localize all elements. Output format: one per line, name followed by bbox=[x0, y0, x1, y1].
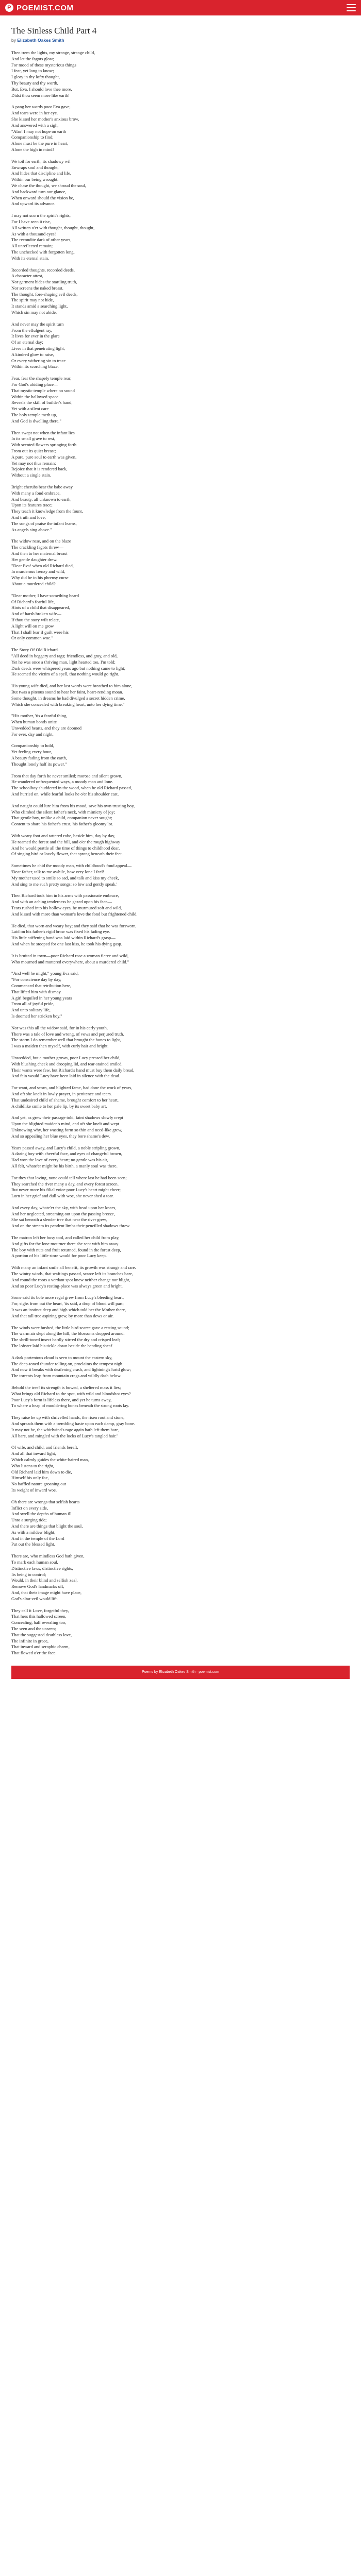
poem-line: And swell the depths of human ill bbox=[11, 1511, 72, 1517]
poem-line: Reveals the skill of builder's hand; bbox=[11, 400, 73, 405]
hamburger-menu-icon[interactable] bbox=[347, 4, 356, 11]
poem-line: Of an eternal day; bbox=[11, 340, 43, 345]
stanza bbox=[11, 773, 350, 798]
poem-line: "Dear mother, I have something heard bbox=[11, 592, 79, 598]
poem-line: And naught could lure him from his mood, save his own trusting boy, bbox=[11, 803, 135, 808]
poem-line: Its being to control; bbox=[11, 1571, 46, 1577]
poem-line: They call it Love, forgetful they, bbox=[11, 1607, 69, 1613]
poem-line: And truth and love; bbox=[11, 514, 46, 520]
poem-line: And there are things that blight the soul, bbox=[11, 1523, 83, 1529]
poem-line: Sometimes he chid the moody man, with childhood's fond appeal— bbox=[11, 863, 132, 869]
stanza bbox=[11, 971, 350, 1019]
poem-line: The recondite dark of other years, bbox=[11, 237, 72, 243]
poem-line: And her neglected, streaming out upon the passing breeze, bbox=[11, 1211, 115, 1216]
poem-line: And tears were in her eye. bbox=[11, 110, 58, 116]
poem-line: And, that their image might have place, bbox=[11, 1589, 82, 1595]
poem-line: From the effulgent ray, bbox=[11, 327, 52, 333]
poem-line: Behold the tree! its strength is bowed, a sheltered mass it lies; bbox=[11, 1385, 121, 1391]
poem-line: Which calmly guides the white-haired man, bbox=[11, 1456, 89, 1462]
stanza bbox=[11, 1175, 350, 1199]
poem-line: Nor was this all the widow said, for in his early youth, bbox=[11, 1025, 108, 1030]
poem-line: He died, that worn and weary boy; and they said that he was forsworn, bbox=[11, 923, 137, 928]
poem-line: Without a single stain. bbox=[11, 472, 51, 478]
poem-line: Poor Lucy's form is lifeless there, and yet he turns away, bbox=[11, 1397, 112, 1402]
poem-line: A beauty fading from the earth, bbox=[11, 755, 67, 761]
poem-line: Of wife, and child, and friends bereft, bbox=[11, 1445, 78, 1450]
stanza bbox=[11, 1499, 350, 1548]
poem-line: Would, in their blind and selfish zeal, bbox=[11, 1578, 78, 1583]
poem-line: And never may the spirit turn bbox=[11, 321, 64, 327]
poem-content bbox=[0, 15, 361, 1689]
stanza bbox=[11, 683, 350, 707]
poem-line: Nor screens the naked breast. bbox=[11, 285, 63, 291]
poem-line: They raise he up with shrivelled hands, the risen root and stone, bbox=[11, 1415, 125, 1420]
poem-line: That flowed o'er the face. bbox=[11, 1650, 57, 1656]
poem-line: And yet, as grew their passage told, faint shadows slowly crept bbox=[11, 1115, 123, 1121]
stanza bbox=[11, 953, 350, 965]
stanza bbox=[11, 1553, 350, 1602]
poem-line: And with an aching tenderness he gazed upon his face— bbox=[11, 899, 112, 905]
stanza bbox=[11, 863, 350, 887]
poem-line: Alone the high in mind! bbox=[11, 146, 54, 152]
poem-line: And every day, whate'er the sky, with head upon her knees, bbox=[11, 1205, 117, 1210]
poem-line: Yet feeling every hour, bbox=[11, 749, 52, 755]
stanza bbox=[11, 430, 350, 479]
poem-line: For I have seen it rise, bbox=[11, 218, 51, 224]
stanza bbox=[11, 321, 350, 370]
poem-line: "Dear Eva! when old Richard died, bbox=[11, 563, 74, 568]
poem-line: From all of joyful pride, bbox=[11, 1001, 55, 1007]
poem-line: That inward and seraphic charm, bbox=[11, 1644, 70, 1650]
poem-line: And beauty, all unknown to earth, bbox=[11, 496, 72, 502]
stanza bbox=[11, 50, 350, 98]
poem-line: And when he stooped for one last kiss, he took his dying gasp. bbox=[11, 941, 122, 946]
poem-line: The deep-toned thunder rolling on, proclaims the tempest nigh! bbox=[11, 1361, 124, 1366]
poem-line: When onward should the vision be, bbox=[11, 195, 74, 200]
poem-line: Who climbed the silent father's neck, with mimicry of joy; bbox=[11, 809, 116, 815]
poem-line: With scented flowers springing forth bbox=[11, 442, 77, 448]
stanza bbox=[11, 159, 350, 207]
poem-line: And hurried on, while fearful looks he o'er his shoulder cast. bbox=[11, 791, 119, 797]
poem-line: "His mother, 'tis a fearful thing, bbox=[11, 713, 68, 719]
stanza bbox=[11, 538, 350, 587]
poem-line: For God's abiding place— bbox=[11, 382, 58, 387]
poem-line: And he would prattle all the time of things to childhood dear, bbox=[11, 845, 120, 851]
poem-line: It lives for ever in the glare bbox=[11, 333, 60, 339]
poem-line: For mood of these mysterious things bbox=[11, 62, 76, 67]
stanza bbox=[11, 1235, 350, 1259]
poem-line: The winds were hushed, the little bird scarce gave a resting sound; bbox=[11, 1325, 129, 1330]
stanza bbox=[11, 1608, 350, 1656]
poem-line: His little stiffening hand was laid within Richard's grasp— bbox=[11, 935, 116, 941]
poem-line: The wintry winds, that waftings passed, scarce left its branches bare, bbox=[11, 1271, 134, 1277]
stanza bbox=[11, 1445, 350, 1493]
poem-line: A daring boy with cheerful face, and eyes of changeful brown, bbox=[11, 1151, 122, 1157]
poem-line: It is bruited in town—poor Richard rose a woman fierce and wild, bbox=[11, 953, 129, 958]
poem-line: Alone must be the pure in heart, bbox=[11, 141, 69, 146]
poem-line: That gentle boy, unlike a child, companion never sought; bbox=[11, 815, 112, 821]
poem-line: Enwraps soul and thought, bbox=[11, 164, 59, 170]
poem-line: Of Richard's fearful life, bbox=[11, 599, 55, 604]
poem-line: The holy temple meth up, bbox=[11, 412, 57, 418]
poem-line: Their wants were few, but Richard's hand must buy them daily bread, bbox=[11, 1067, 135, 1073]
poem-line: The boy with nuts and fruit returned, found in the forest deep, bbox=[11, 1247, 121, 1252]
poem-line: I glory in thy lofty thought, bbox=[11, 74, 60, 80]
poem-line: For, sighs from out the heart, 'tis said, a drop of blood will part; bbox=[11, 1301, 124, 1307]
poem-line: And all that inward light, bbox=[11, 1451, 56, 1456]
poem-line: She sat beneath a slender tree that near the river grew, bbox=[11, 1217, 107, 1223]
poem-line: About a murdered child? bbox=[11, 581, 56, 586]
poem-line: And of harsh broken wife— bbox=[11, 611, 61, 617]
poem-line: Why did he in his phrensy curse bbox=[11, 575, 69, 581]
poem-line: All felt, whate'er might be his birth, a manly soul was there. bbox=[11, 1163, 118, 1168]
stanza bbox=[11, 1085, 350, 1109]
poem-line: All unreflected remain; bbox=[11, 243, 53, 249]
poem-line: Didst thou seem more like earth! bbox=[11, 92, 70, 98]
stanza bbox=[11, 1415, 350, 1439]
poem-line: Which she concealed with breaking heart, unto her dying time." bbox=[11, 701, 125, 707]
poem-line: We toil for earth, its shadowy wil bbox=[11, 158, 71, 164]
by-prefix: by bbox=[11, 38, 16, 43]
poem-line: That I shall fear if guilt were his bbox=[11, 629, 69, 635]
poem-line: The lobster laid his tickle down beside the bending sheaf. bbox=[11, 1343, 113, 1349]
poem-line: Hints of a child that disappeared, bbox=[11, 605, 70, 611]
poem-line: But never more his filial voice poor Lucy's heart might cheer; bbox=[11, 1187, 121, 1193]
poem-line: He seemed the victim of a spell, that nothing would go right. bbox=[11, 671, 119, 677]
poem-line: From that day forth he never smiled; morose and silent grown, bbox=[11, 773, 123, 778]
stanza bbox=[11, 1205, 350, 1229]
poem-line: Unwedded hearts, and they are doomed bbox=[11, 725, 82, 731]
poem-line: The crackling fagots threw— bbox=[11, 545, 63, 550]
poem-line: And so poor Lucy's resting-place was always green and bright. bbox=[11, 1283, 123, 1289]
poem-line: And God is dwelling there." bbox=[11, 418, 61, 423]
poem-line: It was an instinct deep and high which told her the Mother there, bbox=[11, 1307, 126, 1313]
poem-line: Recorded thoughts, recorded deeds, bbox=[11, 267, 75, 273]
poem-line: All written o'er with thought, thought, thought, bbox=[11, 225, 95, 230]
stanza bbox=[11, 923, 350, 947]
poem-line: Had won the love of every heart; no gentle was his air, bbox=[11, 1157, 108, 1163]
poem-line: But twas a piteous sound to hear her faint, heart-rending moan. bbox=[11, 689, 123, 694]
poem-line: Within our being wrought. bbox=[11, 177, 59, 182]
poem-line: A dark portentous cloud is seen to mount the eastern sky, bbox=[11, 1354, 112, 1360]
byline bbox=[11, 38, 350, 43]
poem-line: And gifts for the lone mourner there she sent with him away. bbox=[11, 1241, 119, 1246]
poem-line: And hides that discipline and life, bbox=[11, 171, 71, 176]
poem-line: Put out the blessed light. bbox=[11, 1541, 55, 1547]
poem-line: My mother used to smile so sad, and talk and kiss my cheek, bbox=[11, 875, 119, 880]
poem-line: Or only common woe." bbox=[11, 635, 53, 641]
poem-line: It stands amid a searching light, bbox=[11, 303, 68, 309]
stanza bbox=[11, 267, 350, 316]
poem-line: Thy beauty and thy worth, bbox=[11, 80, 58, 86]
stanza bbox=[11, 1265, 350, 1289]
poem-line: And let the fagots glow; bbox=[11, 56, 55, 61]
poem-line: With many an infant smile all benefit, its growth was strange and rare. bbox=[11, 1265, 136, 1270]
poem-line: Then trem the lights, my strange, strange child, bbox=[11, 50, 95, 55]
poem-line: For they that loving, none could tell where last he had been seen; bbox=[11, 1175, 127, 1180]
poem-line: The storm I do remember well that brought the bones to light, bbox=[11, 1037, 121, 1043]
poem-line: I fear, yet long to know; bbox=[11, 68, 54, 74]
poem-line: The infinite in grace, bbox=[11, 1638, 49, 1643]
poem-line: The seen and the unseen; bbox=[11, 1625, 56, 1631]
poem-line: Her gentle daughter drew. bbox=[11, 556, 58, 562]
poem-line: Is doomed her stricken boy." bbox=[11, 1013, 62, 1019]
poem-line: A pure, pure soul to earth was given, bbox=[11, 454, 77, 460]
poem-line: And sing to me such pretty songs; so low and gently speak.' bbox=[11, 881, 118, 887]
poem-line: Yet he was once a thriving man, light hearted too, I'm told; bbox=[11, 659, 116, 665]
poem-line: Bright cherubs bear the babe away bbox=[11, 484, 73, 489]
poem-line: I was a maiden then myself, with curly hair and bright. bbox=[11, 1043, 109, 1049]
poem-line: What brings old Richard to the spot, with wild and bloodshot eyes? bbox=[11, 1391, 131, 1396]
poem-line: The schoolboy shuddered in the wood, when he old Richard passed, bbox=[11, 785, 132, 791]
poem-line: That mystic temple where no sound bbox=[11, 387, 75, 393]
poem-line: Inflict on every side, bbox=[11, 1505, 48, 1511]
logo-icon: P bbox=[5, 4, 13, 12]
poem-line: And upward its advance. bbox=[11, 201, 56, 207]
poem-line: Of singing bird or lovely flower, that sprang beneath their feet. bbox=[11, 851, 123, 857]
poem-line: And answered with a sigh, bbox=[11, 122, 59, 128]
poem-line: Unto a surging tide; bbox=[11, 1517, 47, 1523]
poem-line: Lives in that penetrating light, bbox=[11, 346, 65, 351]
poem-line: And kissed with more than woman's love the fond but frightened child. bbox=[11, 911, 138, 917]
poem-line: That the suggested deathless love, bbox=[11, 1632, 72, 1637]
poem-line: A character attest, bbox=[11, 273, 43, 279]
poem-line: Fear, fear the shapely temple rear, bbox=[11, 376, 72, 381]
poem-line: And oft she knelt in lowly prayer, in penitence and tears. bbox=[11, 1091, 112, 1096]
poem-line: A childlike smile to her pale lip, by its sweet baby art. bbox=[11, 1103, 107, 1109]
poem-line: As with a thousand eyes! bbox=[11, 231, 56, 236]
poem-line: He roamed the forest and the hill, and o'er the rough highway bbox=[11, 839, 121, 844]
poem-line: Which sin may not abide. bbox=[11, 310, 57, 315]
poem-line: As with a mildew blight, bbox=[11, 1529, 56, 1535]
poem-line: Oh there are wrongs that selfish hearts bbox=[11, 1499, 80, 1504]
stanza bbox=[11, 647, 350, 677]
poem-line: And backward turn our glance, bbox=[11, 189, 67, 194]
poem-line: Dark deeds were whispered years ago but nothing came to light; bbox=[11, 665, 125, 671]
poem-line: That undesired child of shame, brought comfort to her heart, bbox=[11, 1097, 119, 1103]
poem-line: And spreads them with a trembling haste upon each damp, gray bone. bbox=[11, 1421, 135, 1426]
poem-line: A light will on me grow bbox=[11, 623, 54, 629]
poem-line: The torrents leap from mountain crags and wildly dash below. bbox=[11, 1373, 122, 1379]
poem-line: Within the hallowed space bbox=[11, 394, 59, 399]
poem-title: The Sinless Child Part 4 bbox=[11, 26, 97, 36]
poem-line: When human bonds unite bbox=[11, 719, 57, 725]
poem-line: Rejoice that it is rendered back, bbox=[11, 466, 68, 472]
poem-line: From out its quiet breast; bbox=[11, 448, 56, 454]
poem-line: Old Richard laid him down to die, bbox=[11, 1469, 72, 1475]
poem-line: The warm air slept along the hill, the blossoms dropped around. bbox=[11, 1331, 125, 1336]
poem-line: His young wife died, and her last words were breathed to him alone, bbox=[11, 683, 133, 689]
poem-line: God's altar veil would lift. bbox=[11, 1596, 58, 1601]
site-logo[interactable] bbox=[5, 4, 74, 12]
poem-line: For want, and scorn, and blighted fame, had done the work of years, bbox=[11, 1085, 133, 1091]
poem-line: Unwedded, but a mother grown, poor Lucy pressed her child, bbox=[11, 1055, 121, 1060]
poem-line: They teach it knowledge from the fount, bbox=[11, 509, 83, 514]
stanza bbox=[11, 893, 350, 917]
poem-line: And unto solitary life, bbox=[11, 1007, 51, 1013]
poem-line: In murderous frenzy and wild, bbox=[11, 569, 65, 574]
poem-line: The unchecked with forgotten long, bbox=[11, 249, 75, 255]
stanza bbox=[11, 213, 350, 261]
poem-line: The songs of praise the infant learns, bbox=[11, 520, 77, 526]
poem-line: All bare, and mingled with the locks of Lucy's tangled hair." bbox=[11, 1433, 119, 1438]
poem-line: Unknowing why, her wasting form so thin and need-like grew, bbox=[11, 1127, 122, 1132]
poem-line: And fain would Lucy have been laid in silence with the dead. bbox=[11, 1073, 120, 1079]
poem-line: Some thought, in dreams he had divulged a secret hidden crime, bbox=[11, 695, 125, 701]
poem-line: There was a tale of love and wrong, of vows and perjured truth. bbox=[11, 1031, 124, 1037]
poem-line: Yet may not thus remain: bbox=[11, 460, 56, 466]
poem-line: Concealing, half revealing too, bbox=[11, 1620, 67, 1625]
poem-line: Lorn in her grief and dull with woe, she never shed a tear. bbox=[11, 1193, 114, 1199]
stanza bbox=[11, 1295, 350, 1319]
poem-line: And in the temple of the Lord bbox=[11, 1535, 64, 1541]
poem-line: For ever, day and night, bbox=[11, 731, 54, 737]
poem-line: Upon its features trace; bbox=[11, 502, 53, 508]
poem-line: A portion of his little store would for poor Lucy keep. bbox=[11, 1253, 107, 1259]
footer-text: Poems by Elizabeth Oakes Smith · poemist.com bbox=[142, 1670, 219, 1674]
poem-line: With blushing cheek and drooping lid, and tear-stained smiled. bbox=[11, 1061, 123, 1066]
poem-line: He wandered unfrequented ways, a moody man and lone. bbox=[11, 779, 113, 785]
poem-line: The thought, fore-shaping evil deeds, bbox=[11, 291, 78, 297]
poem-line: Companionship to find; bbox=[11, 134, 54, 140]
poem-line: A girl beguiled in her young years bbox=[11, 995, 72, 1001]
poem-line: Commenced that retribution here, bbox=[11, 982, 71, 988]
stanza bbox=[11, 713, 350, 737]
stanza bbox=[11, 1115, 350, 1139]
poem-line: Its weight of inward woe. bbox=[11, 1487, 57, 1493]
stanza bbox=[11, 1385, 350, 1409]
poem-line: Then Richard took him in his arms with passionate embrace, bbox=[11, 893, 119, 899]
poem-line: If thou the story wilt relate, bbox=[11, 617, 60, 622]
poem-line: And so appealing her blue eyes, they bore shame's dew. bbox=[11, 1133, 110, 1139]
poem-line: And round the roots a verdant spot knew neither change nor blight, bbox=[11, 1277, 130, 1282]
poem-line: Remove God's landmarks off, bbox=[11, 1584, 64, 1589]
poem-line: But, Eva, I should love thee more, bbox=[11, 86, 72, 92]
top-bar bbox=[0, 0, 361, 15]
poem-line: Within its scorching blaze. bbox=[11, 364, 59, 369]
poem-line: A pang her words poor Eva gave, bbox=[11, 104, 71, 110]
poem-line: Tears rushed into his hollow eyes, he murmured soft and wild, bbox=[11, 905, 122, 911]
poem-line: With many a fond embrace, bbox=[11, 490, 61, 496]
poem-line: They searched the river many a day, and every forest screen. bbox=[11, 1181, 119, 1187]
poem-line: Thought lonely half its power." bbox=[11, 761, 67, 767]
poem-line: 'Dear father, talk to me awhile, how very lone I feel! bbox=[11, 869, 105, 875]
poem-line: "For conscience day by day, bbox=[11, 977, 61, 982]
poem-line: Some said its bole more regal grew from Lucy's bleeding heart, bbox=[11, 1295, 124, 1300]
poem-line: Upon the blighted maiden's mind, and oft she knelt and wept bbox=[11, 1121, 119, 1127]
poem-line: That hers this hallowed screen, bbox=[11, 1614, 67, 1619]
poem-line: Who mourned and muttered everywhere, about a murdered child." bbox=[11, 959, 129, 964]
poem-line: In its small grave to rest, bbox=[11, 436, 55, 442]
poem-line: Years passed away, and Lucy's child, a noble stripling grown, bbox=[11, 1145, 121, 1150]
poem-line: With its eternal stain. bbox=[11, 255, 50, 261]
poem-line: Yet with a silent care bbox=[11, 406, 49, 412]
stanza bbox=[11, 593, 350, 641]
author-link[interactable]: Elizabeth Oakes Smith bbox=[17, 38, 64, 43]
stanza bbox=[11, 1325, 350, 1349]
poem-line: No baffled nature groaning out bbox=[11, 1481, 67, 1487]
poem-line: "Alas! I may not hope on earth bbox=[11, 128, 67, 134]
stanza bbox=[11, 484, 350, 533]
stanza bbox=[11, 376, 350, 424]
stanza bbox=[11, 1355, 350, 1379]
poem-line: The Story Of Old Richard. bbox=[11, 647, 59, 653]
poem-line: Nor garment hides the startling truth, bbox=[11, 279, 77, 285]
poem-line: It may not be, the whirlwind's rage again hath left them bare, bbox=[11, 1427, 120, 1432]
stanza bbox=[11, 743, 350, 767]
stanza bbox=[11, 833, 350, 857]
poem-line: Laid on his father's rigid brow was fixed his fading eye. bbox=[11, 929, 110, 935]
poem-line: The matron left her busy tool, and called her child from play, bbox=[11, 1235, 120, 1241]
stanza bbox=[11, 104, 350, 152]
poem-line: And then to her maternal breast bbox=[11, 550, 68, 556]
poem-line: Content to share his father's crust, his father's gloomy lot. bbox=[11, 821, 113, 827]
poem-body bbox=[11, 50, 350, 1656]
stanza bbox=[11, 1055, 350, 1079]
site-name: POEMIST.COM bbox=[17, 3, 74, 12]
poem-line: "And well he might," young Eva said, bbox=[11, 971, 79, 976]
poem-line: Then swept not when the infant lies bbox=[11, 430, 75, 435]
poem-line: As angels sing above." bbox=[11, 527, 52, 532]
stanza bbox=[11, 1025, 350, 1049]
poem-line: The spirit may not hide, bbox=[11, 297, 54, 303]
poem-line: The shrill-toned insect hardly stirred the dry and crisped leaf; bbox=[11, 1337, 120, 1343]
poem-line: Who listens to the right, bbox=[11, 1463, 54, 1468]
poem-line: She kissed her mother's anxious brow, bbox=[11, 116, 79, 122]
poem-line: There are, who mindless God hath given, bbox=[11, 1553, 85, 1559]
poem-line: Himself his only foe, bbox=[11, 1475, 49, 1481]
poem-line: Companionship to hold, bbox=[11, 743, 54, 749]
stanza bbox=[11, 1145, 350, 1170]
poem-line: And on the stream its pendent limbs their pencilled shadows threw. bbox=[11, 1223, 130, 1229]
footer bbox=[11, 1666, 350, 1679]
poem-line: To where a heap of mouldering bones beneath the strong roots lay. bbox=[11, 1403, 129, 1409]
stanza bbox=[11, 803, 350, 827]
poem-line: A kindred glow to raise, bbox=[11, 351, 54, 357]
poem-line: We chase the thought, we shroud the soul, bbox=[11, 182, 86, 188]
poem-line: To mark each human soul, bbox=[11, 1559, 58, 1565]
poem-line: Distinctive laws, distinctive rights, bbox=[11, 1565, 73, 1571]
poem-line: Or every withering sin to trace bbox=[11, 358, 66, 363]
poem-line: That lifted him with dismay. bbox=[11, 989, 62, 994]
poem-line: "All deed in beggary and rags; friendless, and gray, and old, bbox=[11, 653, 118, 658]
poem-line: And that tall tree aspiring grew, by more than dews or air. bbox=[11, 1313, 114, 1318]
poem-line: With weary foot and tattered robe, beside him, day by day, bbox=[11, 833, 116, 839]
poem-line: And now it breaks with deafening crash, and lightning's lurid glow; bbox=[11, 1367, 131, 1372]
poem-line: I may not scorn the spirit's rights, bbox=[11, 213, 71, 218]
poem-line: The widow rose, and on the blaze bbox=[11, 538, 71, 544]
